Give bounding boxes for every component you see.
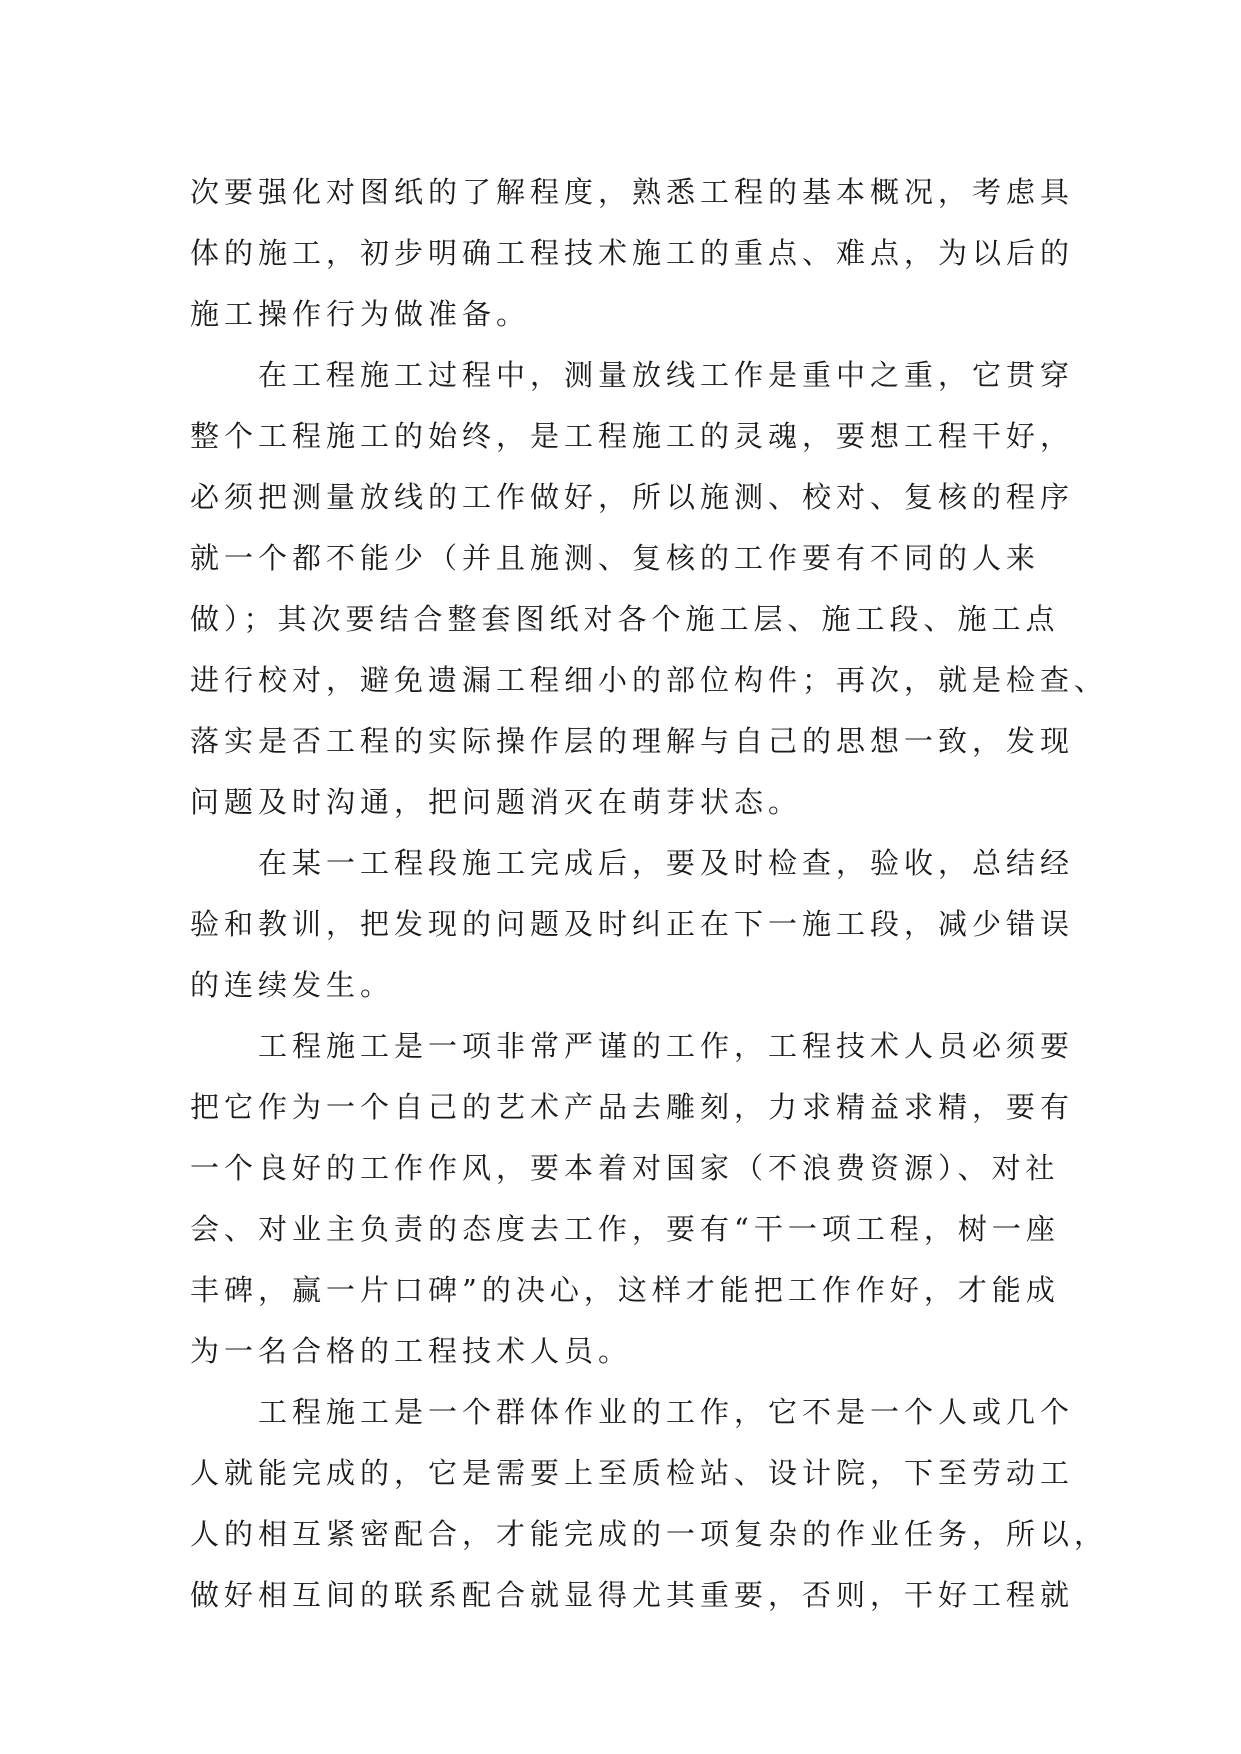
- text-line: 人就能完成的，它是需要上至质检站、设计院，下至劳动工: [190, 1456, 1075, 1490]
- text-line: 做）；其次要结合整套图纸对各个施工层、施工段、施工点: [190, 602, 1060, 636]
- text-line: 为一名合格的工程技术人员。: [190, 1334, 633, 1368]
- text-line: 进行校对，避免遗漏工程细小的部位构件；再次，就是检查、: [190, 663, 1109, 697]
- text-line: 次要强化对图纸的了解程度，熟悉工程的基本概况，考虑具: [190, 175, 1075, 209]
- text-line: 施工操作行为做准备。: [190, 297, 531, 331]
- text-line: 落实是否工程的实际操作层的理解与自己的思想一致，发现: [190, 724, 1075, 758]
- text-line: 验和教训，把发现的问题及时纠正在下一施工段，减少错误: [190, 907, 1075, 941]
- text-line: 一个良好的工作作风，要本着对国家（不浪费资源）、对社: [190, 1151, 1060, 1185]
- text-line: 就一个都不能少（并且施测、复核的工作要有不同的人来: [190, 541, 1041, 575]
- text-line: 会、对业主负责的态度去工作，要有“干一项工程，树一座: [190, 1212, 1060, 1246]
- text-line: 体的施工，初步明确工程技术施工的重点、难点，为以后的: [190, 236, 1075, 270]
- text-line: 工程施工是一项非常严谨的工作，工程技术人员必须要: [190, 1029, 1075, 1063]
- text-line: 的连续发生。: [190, 968, 395, 1002]
- text-line: 必须把测量放线的工作做好，所以施测、校对、复核的程序: [190, 480, 1075, 514]
- text-line: 工程施工是一个群体作业的工作，它不是一个人或几个: [190, 1395, 1075, 1429]
- text-line: 丰碑，赢一片口碑”的决心，这样才能把工作作好，才能成: [190, 1273, 1060, 1307]
- text-line: 把它作为一个自己的艺术产品去雕刻，力求精益求精，要有: [190, 1090, 1075, 1124]
- text-line: 问题及时沟通，把问题消灭在萌芽状态。: [190, 785, 803, 819]
- text-line: 在某一工程段施工完成后，要及时检查，验收，总结经: [190, 846, 1075, 880]
- text-line: 人的相互紧密配合，才能完成的一项复杂的作业任务，所以，: [190, 1517, 1109, 1551]
- text-line: 做好相互间的联系配合就显得尤其重要，否则，干好工程就: [190, 1578, 1075, 1612]
- document-body: [190, 162, 1109, 1626]
- text-line: 在工程施工过程中，测量放线工作是重中之重，它贯穿: [190, 358, 1075, 392]
- text-line: 整个工程施工的始终，是工程施工的灵魂，要想工程干好，: [190, 419, 1075, 453]
